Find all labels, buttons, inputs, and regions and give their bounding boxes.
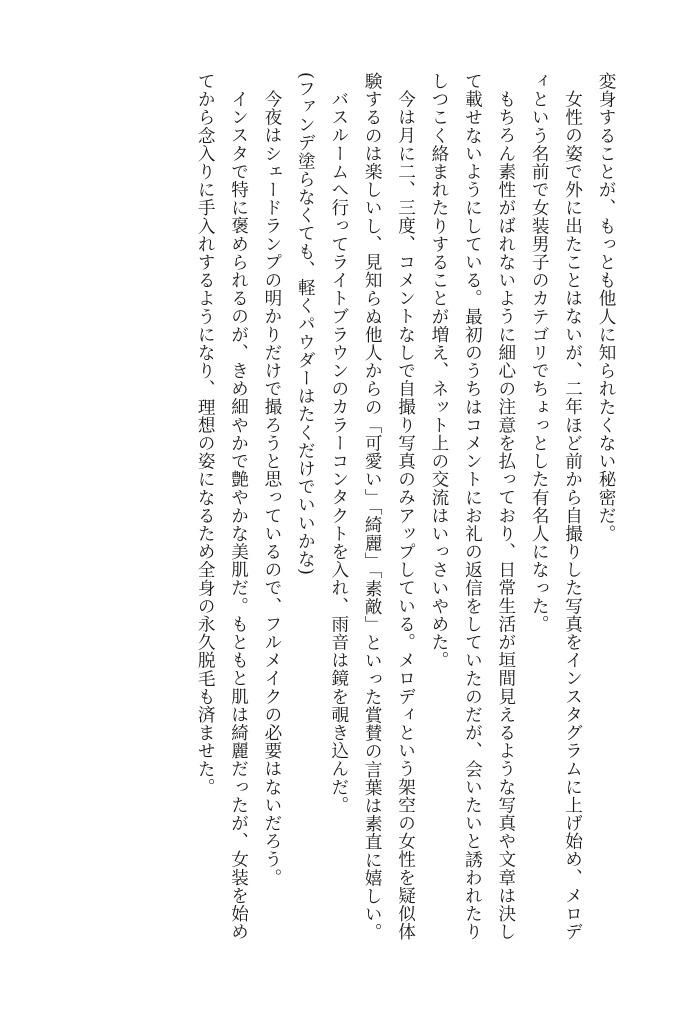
paragraph: (ファンデ塗らなくても、軽くパウダーはたくだけでいいかな) [295, 72, 316, 576]
paragraph: バスルームへ行ってライトブラウンのカラーコンタクトを入れ、雨音は鏡を覗き込んだ。 [328, 89, 349, 814]
paragraph: 変身することが、もっとも他人に知られたくない秘密だ。 [596, 72, 616, 543]
paragraph: 今は月に二、三度、コメントなしで自撮り写真のみアップしている。メロディという架空の女性を疑似体験するのは楽しいし、見知らぬ他人からの「可愛い」「綺麗」「素敵」といった賞賛の言葉は素直に嬉しい。 [362, 72, 416, 942]
vertical-text-body [62, 72, 622, 952]
paragraph: インスタで特に褒められるのが、きめ細やかで艶やかな美肌だ。もともと肌は綺麗だったが、女装を始めてから念入りに手入れするようになり、理想の姿になるため全身の永久脱毛も済ませた。 [195, 72, 249, 941]
paragraph: 女性の姿で外に出たことはないが、二年ほど前から自撮りした写真をインスタグラムに上げ始め、メロディという名前で女装男子のカテゴリでちょっとした有名人になった。 [529, 72, 583, 941]
paragraph: 今夜はシェードランプの明かりだけで撮ろうと思っているので、フルメイクの必要はないだろう。 [261, 89, 282, 886]
paragraph: もちろん素性がばれないように細心の注意を払っており、日常生活が垣間見えるような写真や文章は決して載せないようにしている。最初のうちはコメントにお礼の返信をしていたのだが、会いたいと誘われたりしつこく絡まれたりすることが増え、ネット上の交流はいっさいやめた。 [428, 72, 516, 941]
